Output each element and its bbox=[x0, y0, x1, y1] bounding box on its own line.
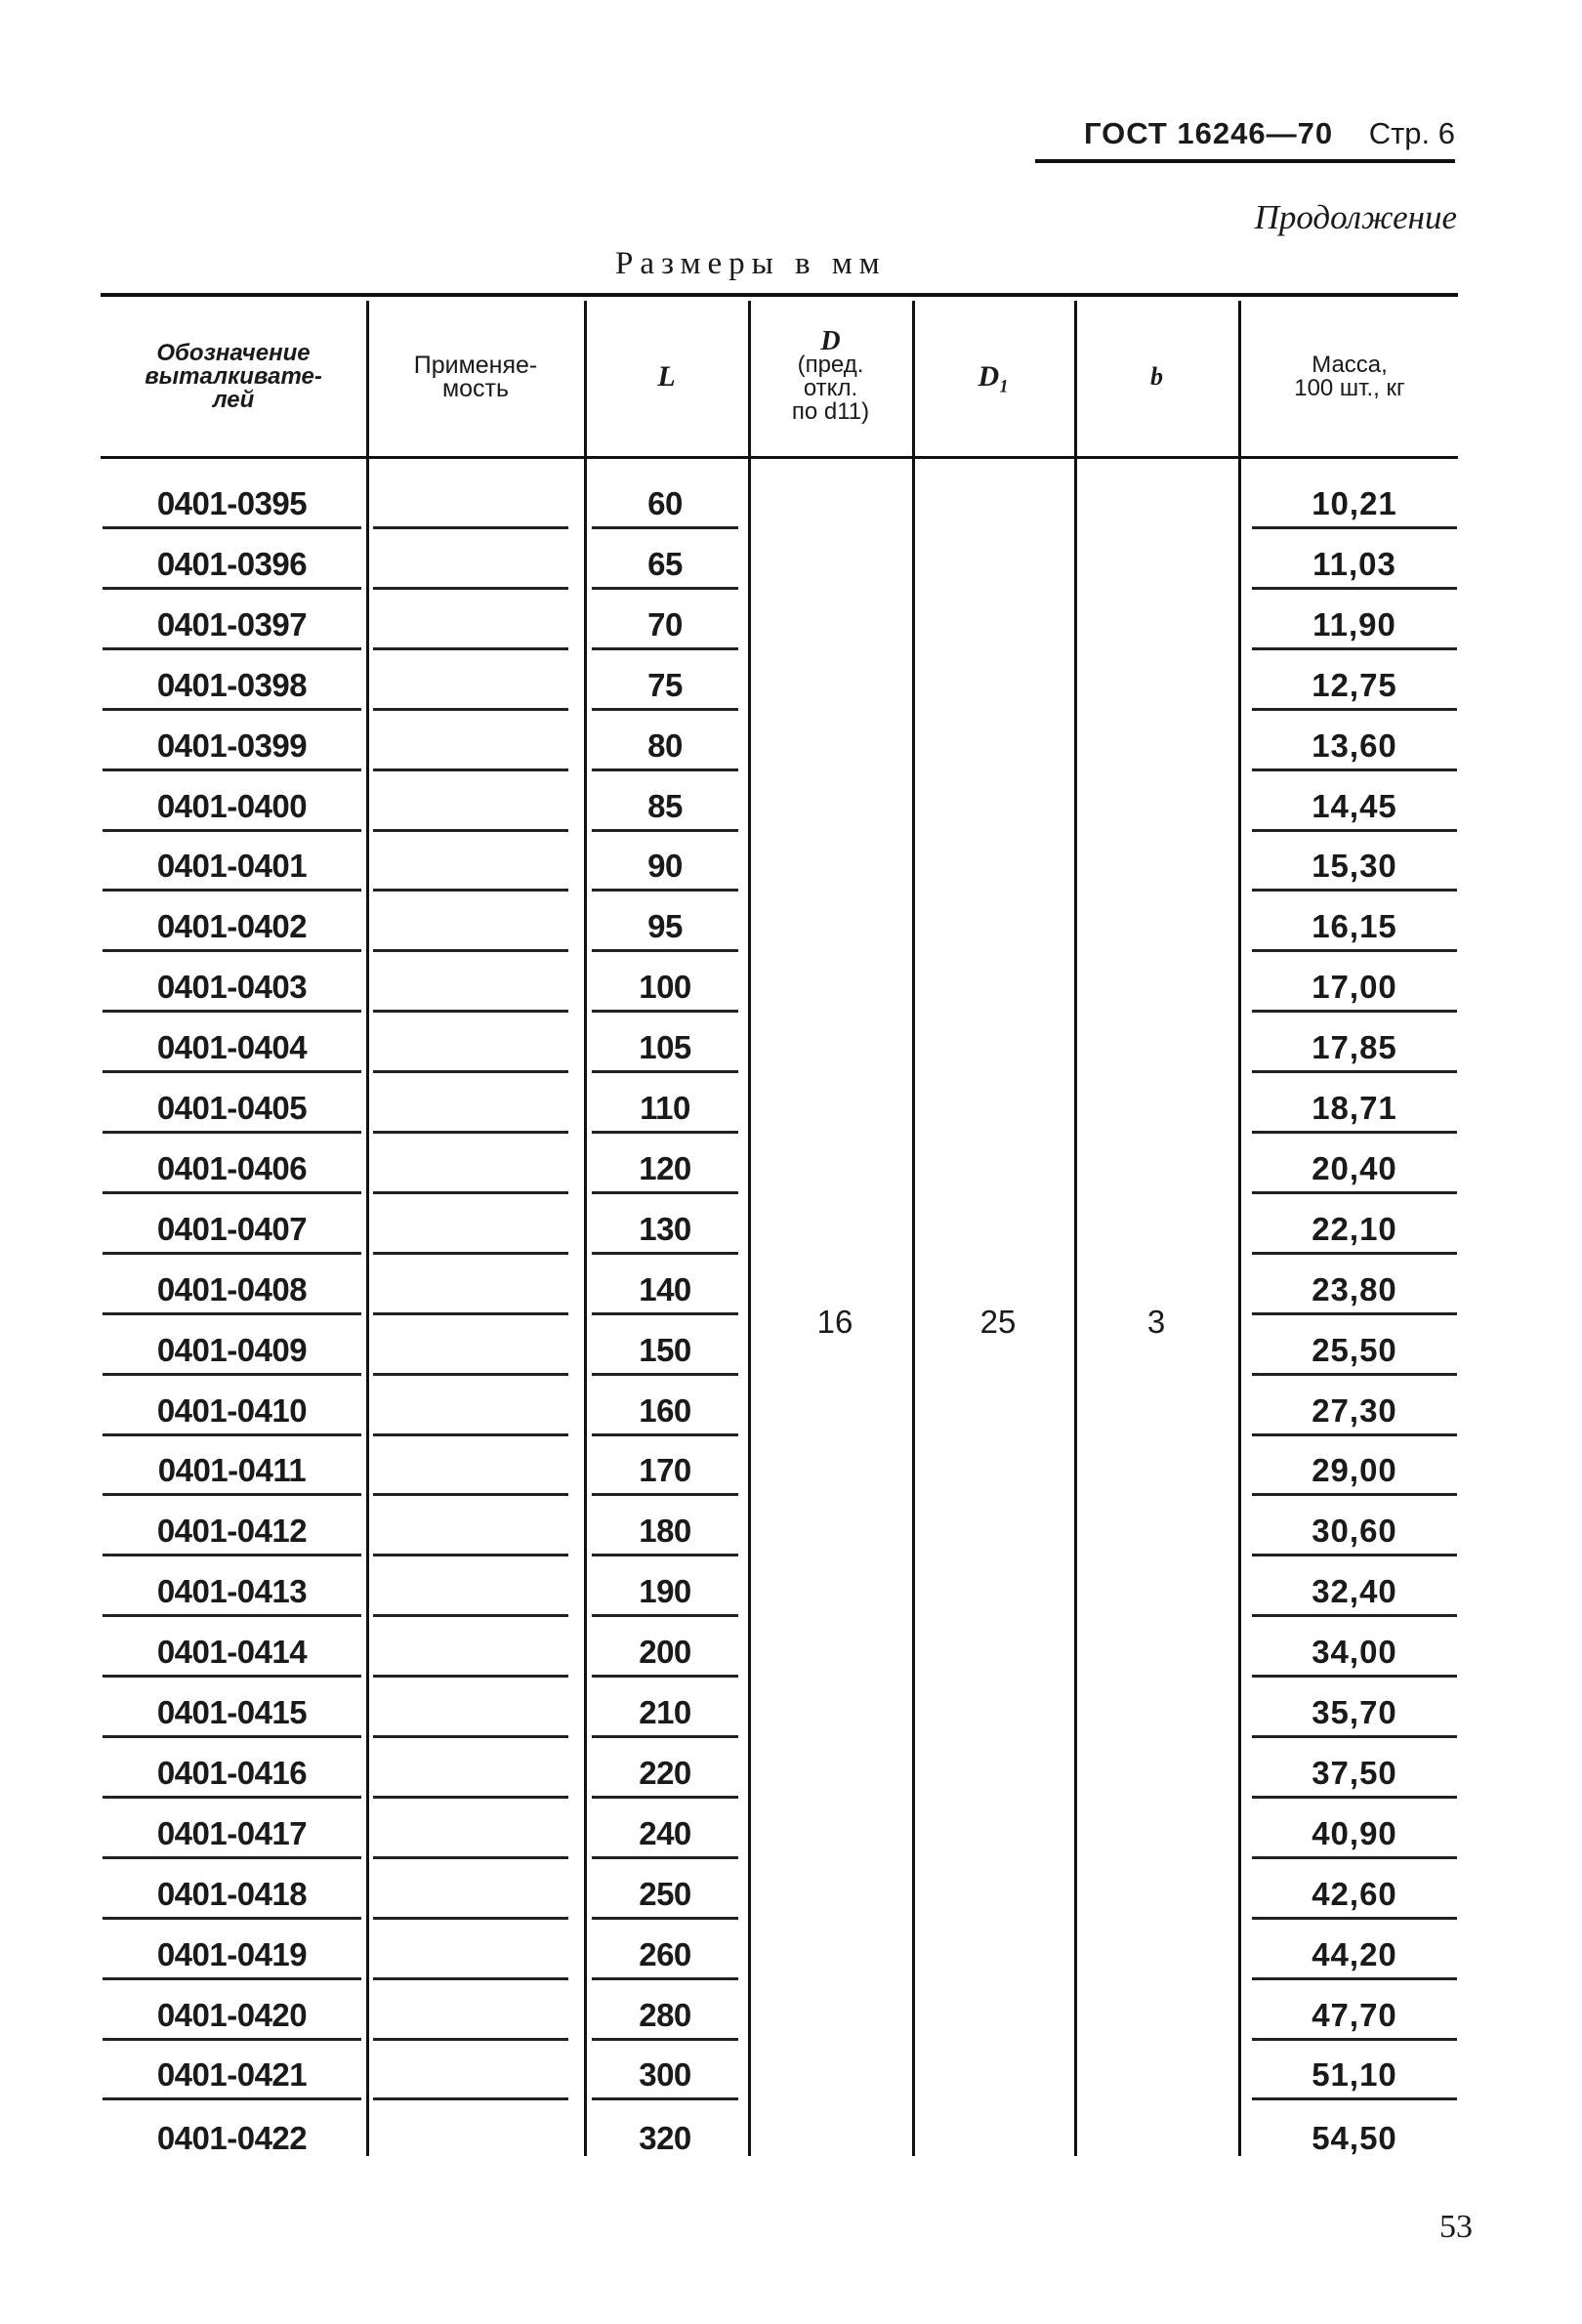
common-b-value: 3 bbox=[1146, 1304, 1166, 1340]
applicability-cell bbox=[373, 1859, 568, 1920]
length-cell: 140 bbox=[592, 1255, 738, 1315]
mass-cell: 13,60 bbox=[1252, 711, 1457, 771]
length-cell: 65 bbox=[592, 529, 738, 590]
table-row bbox=[0, 1617, 1582, 1678]
applicability-cell bbox=[373, 1255, 568, 1315]
mass-cell: 32,40 bbox=[1252, 1556, 1457, 1617]
applicability-cell bbox=[373, 1556, 568, 1617]
mass-cell: 18,71 bbox=[1252, 1073, 1457, 1134]
table-row bbox=[0, 1013, 1582, 1073]
header-b: b bbox=[1150, 362, 1163, 391]
table-row bbox=[0, 650, 1582, 711]
applicability-cell bbox=[373, 2040, 568, 2100]
designation-cell: 0401-0408 bbox=[103, 1255, 361, 1315]
applicability-cell bbox=[373, 892, 568, 952]
table-row bbox=[0, 2040, 1582, 2100]
designation-cell: 0401-0416 bbox=[103, 1738, 361, 1799]
table-row bbox=[0, 469, 1582, 529]
mass-cell: 23,80 bbox=[1252, 1255, 1457, 1315]
designation-cell: 0401-0402 bbox=[103, 892, 361, 952]
mass-cell: 37,50 bbox=[1252, 1738, 1457, 1799]
applicability-cell bbox=[373, 1678, 568, 1738]
designation-cell: 0401-0407 bbox=[103, 1194, 361, 1255]
mass-cell: 14,45 bbox=[1252, 771, 1457, 832]
applicability-cell bbox=[373, 771, 568, 832]
designation-cell: 0401-0409 bbox=[103, 1315, 361, 1376]
mass-cell: 35,70 bbox=[1252, 1678, 1457, 1738]
designation-cell: 0401-0412 bbox=[103, 1496, 361, 1556]
designation-cell: 0401-0418 bbox=[103, 1859, 361, 1920]
applicability-cell bbox=[373, 831, 568, 892]
designation-cell: 0401-0396 bbox=[103, 529, 361, 590]
designation-cell: 0401-0406 bbox=[103, 1134, 361, 1194]
table-row bbox=[0, 1738, 1582, 1799]
mass-cell: 42,60 bbox=[1252, 1859, 1457, 1920]
page-label: Стр. 6 bbox=[1368, 116, 1455, 150]
header-line: Масса, bbox=[1311, 352, 1388, 378]
designation-cell: 0401-0395 bbox=[103, 469, 361, 529]
length-cell: 105 bbox=[592, 1013, 738, 1073]
header-line: откл. bbox=[803, 375, 858, 401]
header-line: D bbox=[820, 326, 841, 356]
designation-cell: 0401-0397 bbox=[103, 590, 361, 650]
length-cell: 95 bbox=[592, 892, 738, 952]
table-row bbox=[0, 711, 1582, 771]
designation-cell: 0401-0401 bbox=[103, 831, 361, 892]
header-applicability bbox=[369, 303, 582, 451]
designation-cell: 0401-0400 bbox=[103, 771, 361, 832]
applicability-cell bbox=[373, 529, 568, 590]
applicability-cell bbox=[373, 1980, 568, 2041]
table-row bbox=[0, 1435, 1582, 1496]
mass-cell: 17,00 bbox=[1252, 952, 1457, 1013]
table-row bbox=[0, 1556, 1582, 1617]
table-row bbox=[0, 529, 1582, 590]
applicability-cell bbox=[373, 1738, 568, 1799]
length-cell: 80 bbox=[592, 711, 738, 771]
header-D1: D₁ bbox=[978, 360, 1010, 393]
common-D-value: 16 bbox=[816, 1304, 853, 1340]
header-line: Применяе- bbox=[413, 352, 538, 379]
table-row bbox=[0, 590, 1582, 650]
designation-cell: 0401-0399 bbox=[103, 711, 361, 771]
table-row bbox=[0, 1376, 1582, 1436]
table-row bbox=[0, 1920, 1582, 1980]
length-cell: 75 bbox=[592, 650, 738, 711]
mass-cell: 15,30 bbox=[1252, 831, 1457, 892]
header-mass bbox=[1241, 303, 1458, 451]
mass-cell: 22,10 bbox=[1252, 1194, 1457, 1255]
table-row bbox=[0, 1980, 1582, 2041]
length-cell: 250 bbox=[592, 1859, 738, 1920]
applicability-cell bbox=[373, 1435, 568, 1496]
mass-cell: 27,30 bbox=[1252, 1376, 1457, 1436]
table-header-rule bbox=[101, 456, 1458, 459]
designation-cell: 0401-0410 bbox=[103, 1376, 361, 1436]
mass-cell: 54,50 bbox=[1311, 2120, 1397, 2157]
header-line: 100 шт., кг bbox=[1294, 375, 1405, 401]
applicability-cell bbox=[373, 952, 568, 1013]
length-cell: 180 bbox=[592, 1496, 738, 1556]
designation-cell: 0401-0398 bbox=[103, 650, 361, 711]
designation-cell: 0401-0417 bbox=[103, 1799, 361, 1859]
designation-cell: 0401-0414 bbox=[103, 1617, 361, 1678]
length-cell: 90 bbox=[592, 831, 738, 892]
designation-cell: 0401-0411 bbox=[103, 1435, 361, 1496]
length-cell: 110 bbox=[592, 1073, 738, 1134]
designation-cell: 0401-0419 bbox=[103, 1920, 361, 1980]
mass-cell: 11,03 bbox=[1252, 529, 1457, 590]
mass-cell: 11,90 bbox=[1252, 590, 1457, 650]
mass-cell: 47,70 bbox=[1252, 1980, 1457, 2041]
mass-cell: 12,75 bbox=[1252, 650, 1457, 711]
length-cell: 130 bbox=[592, 1194, 738, 1255]
mass-cell: 40,90 bbox=[1252, 1799, 1457, 1859]
header-D bbox=[751, 303, 910, 451]
standard-number: ГОСТ 16246—70 bbox=[1083, 116, 1334, 150]
length-cell: 260 bbox=[592, 1920, 738, 1980]
continuation-label: Продолжение bbox=[1254, 198, 1457, 236]
page-number: 53 bbox=[1439, 2209, 1473, 2245]
table-row bbox=[0, 2100, 1582, 2161]
mass-cell: 30,60 bbox=[1252, 1496, 1457, 1556]
designation-cell: 0401-0413 bbox=[103, 1556, 361, 1617]
applicability-cell bbox=[373, 1073, 568, 1134]
mass-cell: 10,21 bbox=[1252, 469, 1457, 529]
length-cell: 210 bbox=[592, 1678, 738, 1738]
length-cell: 100 bbox=[592, 952, 738, 1013]
table-row bbox=[0, 831, 1582, 892]
mass-cell: 34,00 bbox=[1252, 1617, 1457, 1678]
table-top-rule bbox=[101, 293, 1458, 297]
units-caption: Размеры в мм bbox=[615, 246, 887, 281]
applicability-cell bbox=[373, 1315, 568, 1376]
mass-cell: 44,20 bbox=[1252, 1920, 1457, 1980]
applicability-cell bbox=[373, 1617, 568, 1678]
table-row bbox=[0, 1678, 1582, 1738]
length-cell: 120 bbox=[592, 1134, 738, 1194]
applicability-cell bbox=[373, 650, 568, 711]
table-row bbox=[0, 771, 1582, 832]
applicability-cell bbox=[373, 2100, 568, 2161]
applicability-cell bbox=[373, 1496, 568, 1556]
header-line: выталкивате- bbox=[145, 363, 322, 390]
length-cell: 320 bbox=[639, 2120, 691, 2157]
applicability-cell bbox=[373, 1194, 568, 1255]
header-line: мость bbox=[441, 375, 510, 402]
table-row bbox=[0, 1073, 1582, 1134]
designation-cell: 0401-0422 bbox=[156, 2120, 308, 2157]
mass-cell: 25,50 bbox=[1252, 1315, 1457, 1376]
length-cell: 280 bbox=[592, 1980, 738, 2041]
table-row bbox=[0, 1799, 1582, 1859]
designation-cell: 0401-0420 bbox=[103, 1980, 361, 2041]
length-cell: 200 bbox=[592, 1617, 738, 1678]
length-cell: 70 bbox=[592, 590, 738, 650]
length-cell: 300 bbox=[592, 2040, 738, 2100]
designation-cell: 0401-0421 bbox=[103, 2040, 361, 2100]
applicability-cell bbox=[373, 1920, 568, 1980]
common-D1-value: 25 bbox=[979, 1304, 1017, 1340]
header-line: Обозначение bbox=[156, 340, 311, 366]
table-row bbox=[0, 1859, 1582, 1920]
length-cell: 160 bbox=[592, 1376, 738, 1436]
mass-cell: 20,40 bbox=[1252, 1134, 1457, 1194]
applicability-cell bbox=[373, 1376, 568, 1436]
length-cell: 190 bbox=[592, 1556, 738, 1617]
header-L: L bbox=[657, 360, 676, 393]
length-cell: 170 bbox=[592, 1435, 738, 1496]
page-header bbox=[1035, 112, 1455, 163]
length-cell: 220 bbox=[592, 1738, 738, 1799]
designation-cell: 0401-0403 bbox=[103, 952, 361, 1013]
designation-cell: 0401-0405 bbox=[103, 1073, 361, 1134]
designation-cell: 0401-0415 bbox=[103, 1678, 361, 1738]
applicability-cell bbox=[373, 1013, 568, 1073]
mass-cell: 16,15 bbox=[1252, 892, 1457, 952]
header-line: (пред. bbox=[797, 352, 864, 378]
designation-cell: 0401-0404 bbox=[103, 1013, 361, 1073]
mass-cell: 17,85 bbox=[1252, 1013, 1457, 1073]
header-line: по d11) bbox=[791, 398, 870, 425]
applicability-cell bbox=[373, 590, 568, 650]
applicability-cell bbox=[373, 469, 568, 529]
applicability-cell bbox=[373, 1799, 568, 1859]
length-cell: 150 bbox=[592, 1315, 738, 1376]
table-row bbox=[0, 1194, 1582, 1255]
applicability-cell bbox=[373, 1134, 568, 1194]
table-row bbox=[0, 952, 1582, 1013]
table-row bbox=[0, 892, 1582, 952]
length-cell: 85 bbox=[592, 771, 738, 832]
length-cell: 240 bbox=[592, 1799, 738, 1859]
header-designation bbox=[103, 303, 364, 451]
table-row bbox=[0, 1496, 1582, 1556]
table-row bbox=[0, 1134, 1582, 1194]
mass-cell: 51,10 bbox=[1252, 2040, 1457, 2100]
mass-cell: 29,00 bbox=[1252, 1435, 1457, 1496]
header-line: лей bbox=[212, 387, 255, 413]
applicability-cell bbox=[373, 711, 568, 771]
length-cell: 60 bbox=[592, 469, 738, 529]
